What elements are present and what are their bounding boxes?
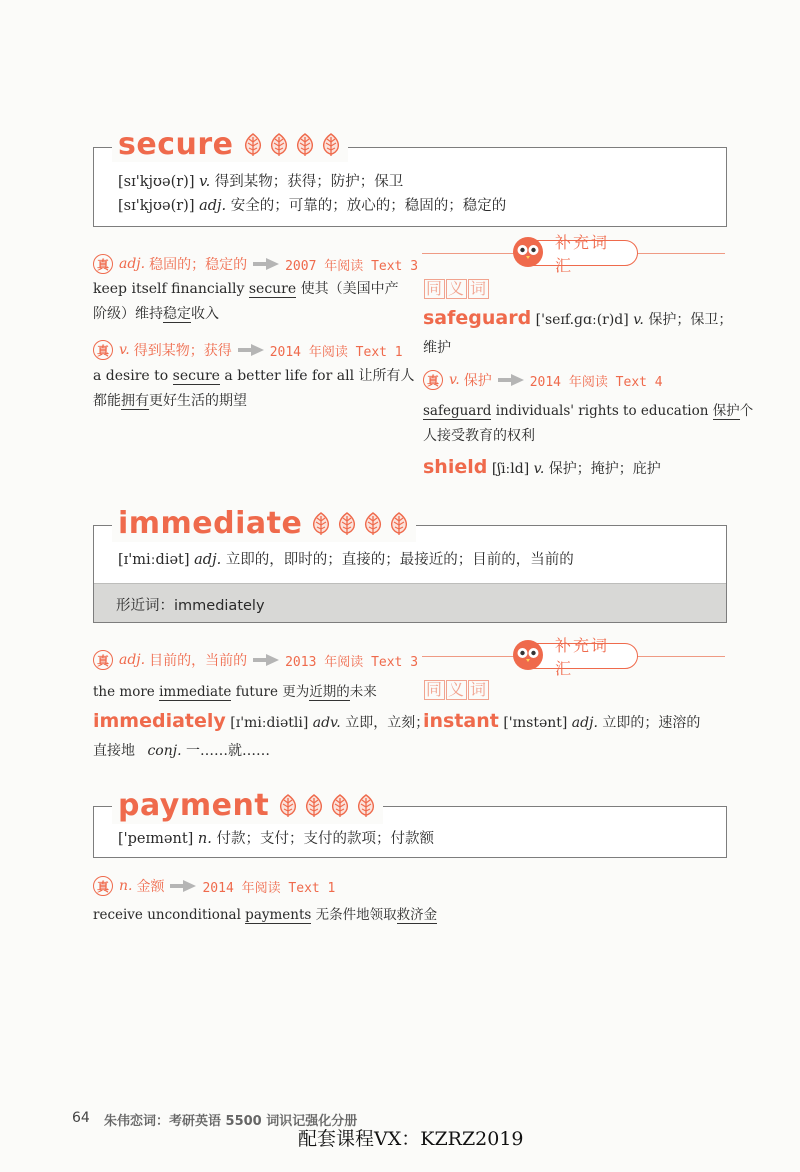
- synonym-safeguard: safeguard ['seɪf.ɡɑː(r)d] v. 保护；保卫；: [423, 307, 733, 329]
- leaf-icon: [336, 512, 358, 536]
- synonym-safeguard-cont: 维护: [423, 340, 451, 356]
- leaf-icon: [355, 794, 377, 818]
- leaf-icon: [303, 794, 325, 818]
- leaf-icon: [242, 133, 264, 157]
- synonym-shield: shield [ʃiːld] v. 保护；掩护；庇护: [423, 456, 661, 478]
- synonym-tag: 同 义 词: [426, 279, 488, 298]
- secure-example1-ref: 真 adj. 稳固的；稳定的 2007 年阅读 Text 3: [93, 254, 418, 274]
- leaf-icon: [277, 794, 299, 818]
- immediate-def-adj: [ɪ'miːdiət] adj. 立即的，即时的；直接的；最接近的；目前的，当前的: [118, 552, 574, 568]
- zhen-badge: 真: [93, 650, 113, 670]
- payment-headword-row: [112, 788, 383, 824]
- immediate-example-line1: the more immediate future 更为近期的未来: [93, 684, 377, 700]
- secure-def-adj: [sɪ'kjʊə(r)] adj. 安全的；可靠的；放心的；稳固的；稳定的: [118, 198, 507, 214]
- secure-example2-ref: 真 v. 得到某物；获得 2014 年阅读 Text 1: [93, 340, 403, 360]
- secure-example1-line1: keep itself financially secure 使其（美国中产: [93, 281, 399, 297]
- related-immediately: immediately [ɪ'miːdiətli] adv. 立即，立刻；: [93, 710, 430, 732]
- page-number: 64: [72, 1110, 90, 1126]
- payment-example-ref: 真 n. 金额 2014 年阅读 Text 1: [93, 876, 335, 896]
- headword-payment: payment: [118, 788, 270, 823]
- leaf-icon: [362, 512, 384, 536]
- headword-immediate: immediate: [118, 506, 303, 541]
- book-title: 朱伟恋词：考研英语 5500 词识记强化分册: [104, 1114, 358, 1129]
- payment-example-line1: receive unconditional payments 无条件地领取救济金: [93, 907, 438, 923]
- headword-secure: secure: [118, 127, 234, 162]
- leaf-icon: [329, 794, 351, 818]
- frequency-leaves: [310, 512, 410, 536]
- zhen-badge: 真: [93, 340, 113, 360]
- leaf-icon: [320, 133, 342, 157]
- frequency-leaves: [277, 794, 377, 818]
- arrow-icon: [253, 654, 279, 666]
- leaf-icon: [310, 512, 332, 536]
- zhen-badge: 真: [93, 876, 113, 896]
- zhen-badge: 真: [93, 254, 113, 274]
- owl-icon: [511, 235, 545, 269]
- watermark-text: 配套课程VX：KZRZ2019: [298, 1128, 524, 1150]
- secure-example2-line2: 都能拥有更好生活的期望: [93, 393, 247, 409]
- similar-word-bar: 形近词：immediately: [94, 583, 726, 622]
- arrow-icon: [498, 374, 524, 386]
- payment-def-noun: ['peɪmənt] n. 付款；支付；支付的款项；付款额: [118, 831, 434, 847]
- zhen-badge: 真: [423, 370, 443, 390]
- immediate-headword-row: [112, 506, 416, 542]
- secure-def-verb: [sɪ'kjʊə(r)] v. 得到某物；获得；防护；保卫: [118, 174, 404, 190]
- leaf-icon: [294, 133, 316, 157]
- synonym-instant: instant ['ɪnstənt] adj. 立即的；速溶的: [423, 710, 701, 732]
- leaf-icon: [268, 133, 290, 157]
- arrow-icon: [170, 880, 196, 892]
- leaf-icon: [388, 512, 410, 536]
- safeguard-example-line2: 人接受教育的权利: [423, 428, 535, 444]
- frequency-leaves: [242, 133, 342, 157]
- immediate-example-ref: 真 adj. 目前的，当前的 2013 年阅读 Text 3: [93, 650, 418, 670]
- secure-headword-row: [112, 128, 348, 162]
- supplement-vocab-badge: 补充词汇: [518, 240, 638, 266]
- arrow-icon: [253, 258, 279, 270]
- synonym-tag: 同 义 词: [426, 680, 488, 699]
- safeguard-example-ref: 真 v. 保护 2014 年阅读 Text 4: [423, 370, 663, 390]
- arrow-icon: [238, 344, 264, 356]
- secure-example2-line1: a desire to secure a better life for all 让所有人: [93, 368, 415, 384]
- owl-icon: [511, 638, 545, 672]
- related-immediately-cont: 直接地 conj. 一……就……: [93, 743, 270, 759]
- supplement-vocab-badge: 补充词汇: [518, 643, 638, 669]
- secure-example1-line2: 阶级）维持稳定收入: [93, 306, 219, 322]
- safeguard-example-line1: safeguard individuals' rights to education 保护个: [423, 403, 754, 419]
